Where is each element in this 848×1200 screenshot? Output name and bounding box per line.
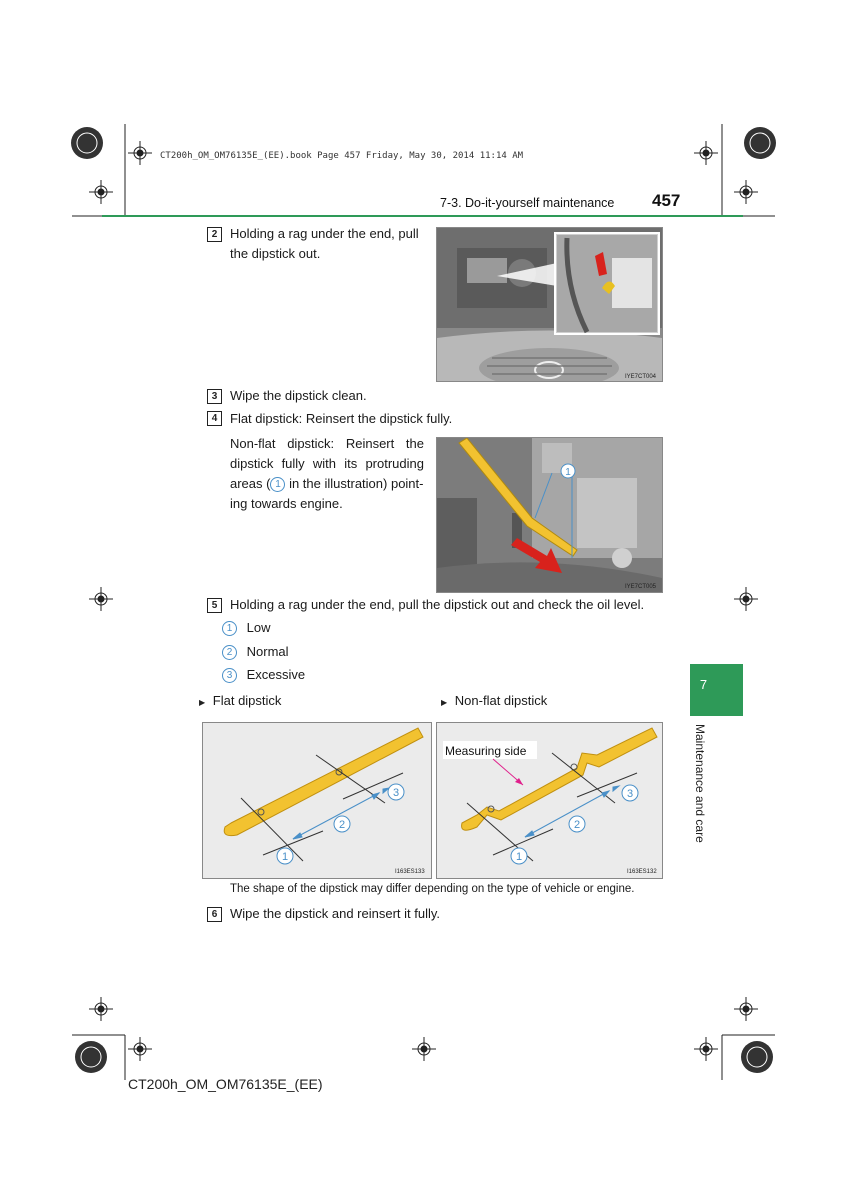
step-4-nonflat-text: [230, 434, 424, 514]
footer-doc-id: CT200h_OM_OM76135E_(EE): [128, 1076, 323, 1092]
nonflat-dipstick-svg: [437, 723, 662, 878]
triangle-bullet-icon: ▶: [441, 698, 448, 707]
nonflat-line-3b: in the illustration) point-: [285, 476, 424, 491]
legend-excessive: [222, 667, 305, 683]
flat-dipstick-svg: [203, 723, 431, 878]
step-number: 2: [207, 227, 222, 242]
chapter-tab-number: 7: [699, 677, 708, 692]
legend-low: [222, 620, 270, 636]
flat-dipstick-label: Flat dipstick: [212, 693, 282, 708]
engine-bay-illustration-1: [437, 228, 662, 381]
engine-bay-image-2: [436, 437, 663, 593]
step-number: 4: [207, 411, 222, 426]
step-4-text: Flat dipstick: Reinsert the dipstick fully.: [230, 411, 453, 426]
chapter-tab-label: Maintenance and care: [693, 724, 707, 843]
flat-dipstick-diagram: [202, 722, 432, 879]
nonflat-mark-1: 1: [515, 851, 523, 863]
engine-bay-image-1: [436, 227, 663, 382]
flat-image-code: I163ES133: [395, 869, 425, 875]
image-2-callout: 1: [565, 467, 571, 478]
page-number: 457: [652, 191, 681, 210]
flat-mark-3: 3: [392, 787, 400, 799]
flat-mark-2: 2: [338, 819, 346, 831]
legend-circle: 2: [222, 645, 237, 660]
nonflat-image-code: I163ES132: [627, 869, 657, 875]
legend-circle: 3: [222, 668, 237, 683]
legend-label: Excessive: [246, 667, 306, 682]
legend-circle: 1: [222, 621, 237, 636]
nonflat-dipstick-heading: [441, 693, 547, 708]
nonflat-dipstick-diagram: [436, 722, 663, 879]
section-title: 7-3. Do-it-yourself maintenance: [440, 196, 615, 210]
nonflat-line-3: [230, 474, 424, 494]
step-2-line-2: the dipstick out.: [230, 246, 321, 261]
step-5-text: Holding a rag under the end, pull the dipstick out and check the oil level.: [230, 597, 645, 612]
dipstick-caption: The shape of the dipstick may differ depending on the type of vehicle or engine.: [230, 883, 635, 895]
legend-label: Low: [246, 620, 271, 635]
nonflat-mark-3: 3: [626, 788, 634, 800]
nonflat-dipstick-label: Non-flat dipstick: [454, 693, 548, 708]
image-code-1: IYE7CT004: [625, 374, 657, 380]
step-2-text: [230, 224, 419, 264]
flat-mark-1: 1: [281, 851, 289, 863]
step-number: 5: [207, 598, 222, 613]
nonflat-mark-2: 2: [573, 819, 581, 831]
nonflat-line-4: ing towards engine.: [230, 496, 343, 511]
step-6-text: Wipe the dipstick and reinsert it fully.: [230, 906, 441, 921]
measuring-side-label: Measuring side: [445, 744, 527, 758]
step-number: 6: [207, 907, 222, 922]
step-3-text: Wipe the dipstick clean.: [230, 388, 367, 403]
nonflat-line-3a: areas (: [230, 476, 271, 491]
image-code-2: IYE7CT005: [625, 584, 657, 590]
step-2-line-1: Holding a rag under the end, pull: [230, 226, 419, 241]
flat-dipstick-heading: [199, 693, 281, 708]
legend-label: Normal: [246, 644, 289, 659]
header-rule: [102, 215, 743, 217]
engine-bay-illustration-2: [437, 438, 662, 592]
print-info: CT200h_OM_OM76135E_(EE).book Page 457 Friday, May 30, 2014 11:14 AM: [160, 151, 524, 161]
nonflat-line-1: Non-flat dipstick: Reinsert the: [230, 436, 424, 451]
triangle-bullet-icon: ▶: [199, 698, 206, 707]
step-number: 3: [207, 389, 222, 404]
callout-circle: 1: [270, 477, 285, 492]
legend-normal: [222, 644, 289, 660]
nonflat-line-2: dipstick fully with its protruding: [230, 456, 424, 471]
